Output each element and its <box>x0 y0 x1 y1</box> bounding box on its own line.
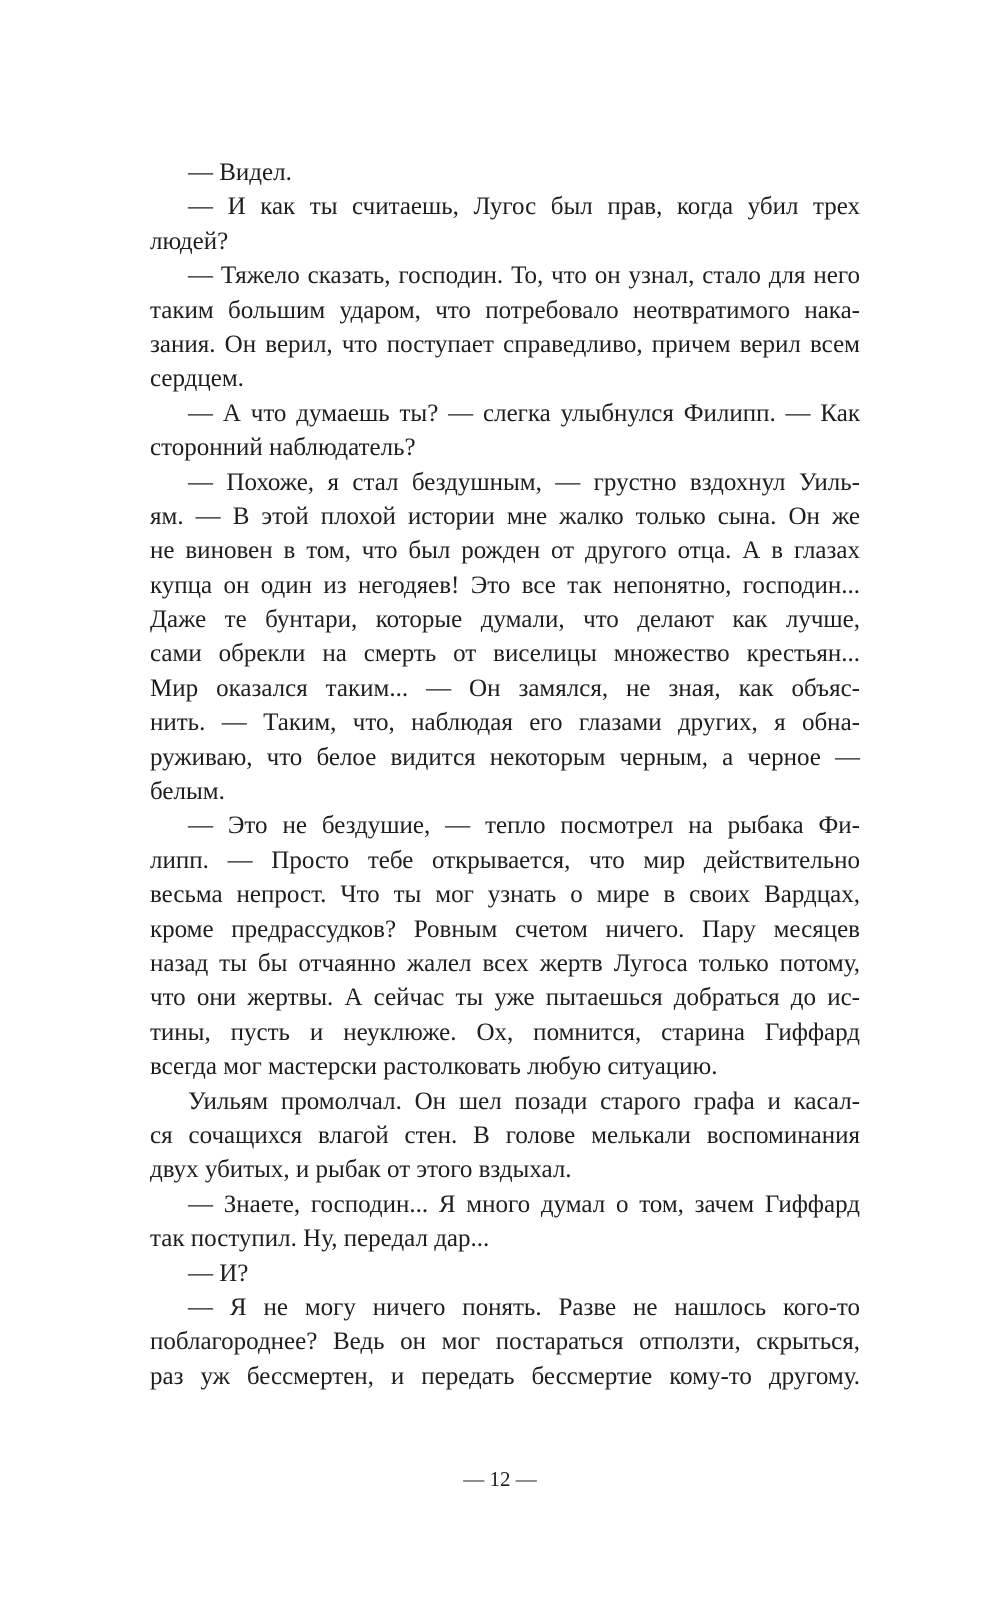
text-line: руживаю, что белое видится некоторым черным, а черное — <box>150 743 860 771</box>
text-line: — А что думаешь ты? — слегка улыбнулся Филипп. — Как <box>188 399 860 427</box>
text-line: зания. Он верил, что поступает справедливо, причем верил всем <box>150 330 860 358</box>
text-line: сердцем. <box>150 365 244 393</box>
text-line: ся сочащихся влагой стен. В голове мелькали воспоминания <box>150 1121 860 1149</box>
text-line: — Это не бездушие, — тепло посмотрел на рыбака Фи- <box>188 812 860 840</box>
text-line: — И как ты считаешь, Лугос был прав, когда убил трех <box>188 193 860 221</box>
text-line: — Тяжело сказать, господин. То, что он узнал, стало для него <box>188 262 860 290</box>
text-line: липп. — Просто тебе открывается, что мир действительно <box>150 846 860 874</box>
text-line: белым. <box>150 778 225 806</box>
text-line: тины, пусть и неуклюже. Ох, помнится, старина Гиффард <box>150 1018 860 1046</box>
text-line: весьма непрост. Что ты мог узнать о мире в своих Вардцах, <box>150 881 860 909</box>
text-line: что они жертвы. А сейчас ты уже пытаешься добраться до ис- <box>150 984 860 1012</box>
text-line: купца он один из негодяев! Это все так непонятно, господин... <box>150 571 860 599</box>
text-line: Даже те бунтари, которые думали, что делают как лучше, <box>150 606 860 634</box>
text-line: не виновен в том, что был рожден от другого отца. А в глазах <box>150 537 860 565</box>
text-line: Уильям промолчал. Он шел позади старого графа и касал- <box>188 1087 860 1115</box>
text-line: — Знаете, господин... Я много думал о том, зачем Гиффард <box>188 1190 860 1218</box>
body-text <box>150 156 860 1394</box>
text-line: — Видел. <box>188 159 292 186</box>
text-line: сторонний наблюдатель? <box>150 434 416 462</box>
text-line: двух убитых, и рыбак от этого вздыхал. <box>150 1156 572 1184</box>
text-line: Мир оказался таким... — Он замялся, не зная, как объяс- <box>150 674 860 702</box>
text-line: назад ты бы отчаянно жалел всех жертв Лугоса только потому, <box>150 949 860 977</box>
text-line: сами обрекли на смерть от виселицы множество крестьян... <box>150 640 860 668</box>
text-line: так поступил. Ну, передал дар... <box>150 1225 490 1253</box>
text-line: — И? <box>188 1259 249 1287</box>
text-line: ям. — В этой плохой истории мне жалко только сына. Он же <box>150 502 860 530</box>
text-line: раз уж бессмертен, и передать бессмертие кому-то другому. <box>150 1362 860 1390</box>
text-line: людей? <box>150 227 229 255</box>
page-number: — 12 — <box>463 1467 537 1491</box>
text-line: нить. — Таким, что, наблюдая его глазами других, я обна- <box>150 709 860 737</box>
text-line: кроме предрассудков? Ровным счетом ничего. Пару месяцев <box>150 915 860 943</box>
text-line: — Похоже, я стал бездушным, — грустно вздохнул Уиль- <box>188 468 860 496</box>
text-line: поблагороднее? Ведь он мог постараться отползти, скрыться, <box>150 1328 860 1356</box>
text-line: таким большим ударом, что потребовало неотвратимого нака- <box>150 296 860 324</box>
text-line: — Я не могу ничего понять. Разве не нашлось кого-то <box>188 1293 860 1321</box>
text-line: всегда мог мастерски растолковать любую ситуацию. <box>150 1053 718 1081</box>
